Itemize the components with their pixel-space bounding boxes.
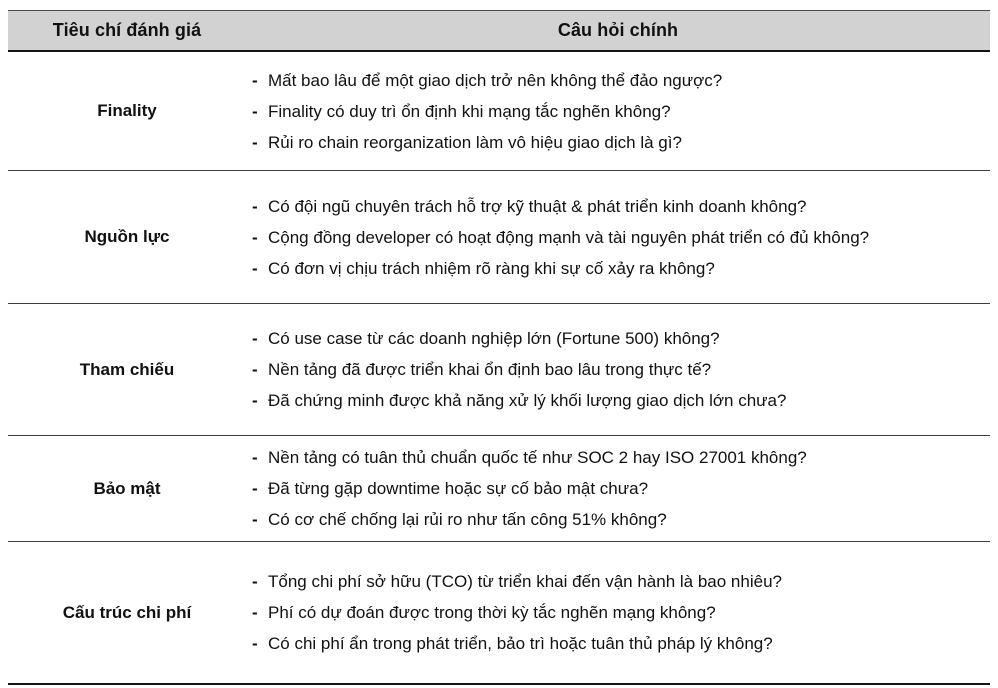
question-item xyxy=(252,504,986,535)
table-row-nguon-luc xyxy=(8,171,990,304)
question-text: Có đơn vị chịu trách nhiệm rõ ràng khi sự cố xảy ra không? xyxy=(268,258,715,278)
question-text: Rủi ro chain reorganization làm vô hiệu giao dịch là gì? xyxy=(268,132,682,152)
dash-bullet: - xyxy=(252,634,258,653)
questions-cell xyxy=(246,59,990,164)
table-row-cau-truc-chi-phi xyxy=(8,542,990,685)
dash-bullet: - xyxy=(252,132,258,152)
question-text: Phí có dự đoán được trong thời kỳ tắc nghẽn mạng không? xyxy=(268,603,716,622)
questions-cell xyxy=(246,185,990,290)
question-text: Nền tảng đã được triển khai ổn định bao lâu trong thực tế? xyxy=(268,360,712,379)
question-text: Có cơ chế chống lại rủi ro như tấn công 51% không? xyxy=(268,510,667,529)
criteria-questions-table xyxy=(8,10,990,685)
questions-cell xyxy=(246,317,990,422)
question-text: Có đội ngũ chuyên trách hỗ trợ kỹ thuật & phát triển kinh doanh không? xyxy=(268,196,807,216)
dash-bullet: - xyxy=(252,391,258,410)
header-cell-questions: Câu hỏi chính xyxy=(557,20,679,40)
criterion-label: Tham chiếu xyxy=(79,359,175,379)
dash-bullet: - xyxy=(252,101,258,121)
question-item xyxy=(252,385,986,416)
question-item xyxy=(252,65,986,96)
table-header-row xyxy=(8,10,990,52)
question-text: Có chi phí ẩn trong phát triển, bảo trì hoặc tuân thủ pháp lý không? xyxy=(268,634,773,653)
table-row-tham-chieu xyxy=(8,304,990,436)
dash-bullet: - xyxy=(252,510,258,529)
criterion-label: Nguồn lực xyxy=(84,227,170,246)
question-text: Cộng đồng developer có hoạt động mạnh và tài nguyên phát triển có đủ không? xyxy=(268,227,870,247)
question-text: Nền tảng có tuân thủ chuẩn quốc tế như SOC 2 hay ISO 27001 không? xyxy=(268,448,807,467)
header-cell-criteria: Tiêu chí đánh giá xyxy=(52,20,202,40)
dash-bullet: - xyxy=(252,329,258,348)
question-item xyxy=(252,628,986,659)
criterion-label: Cấu trúc chi phí xyxy=(62,602,192,622)
dash-bullet: - xyxy=(252,448,258,467)
question-item xyxy=(252,566,986,597)
dash-bullet: - xyxy=(252,258,258,278)
criterion-label: Bảo mật xyxy=(93,478,161,498)
question-item xyxy=(252,597,986,628)
question-text: Đã từng gặp downtime hoặc sự cố bảo mật chưa? xyxy=(268,479,649,498)
question-item xyxy=(252,354,986,385)
question-item xyxy=(252,253,986,284)
questions-cell xyxy=(246,436,990,541)
question-text: Tổng chi phí sở hữu (TCO) từ triển khai đến vận hành là bao nhiêu? xyxy=(268,572,782,591)
question-item xyxy=(252,127,986,158)
dash-bullet: - xyxy=(252,196,258,216)
question-item xyxy=(252,96,986,127)
question-text: Finality có duy trì ổn định khi mạng tắc nghẽn không? xyxy=(268,101,671,121)
question-text: Đã chứng minh được khả năng xử lý khối lượng giao dịch lớn chưa? xyxy=(268,391,787,410)
question-item xyxy=(252,473,986,504)
question-item xyxy=(252,442,986,473)
table-row-finality xyxy=(8,52,990,171)
question-item xyxy=(252,323,986,354)
questions-cell xyxy=(246,560,990,665)
table-row-bao-mat xyxy=(8,436,990,542)
question-text: Mất bao lâu để một giao dịch trở nên không thể đảo ngược? xyxy=(268,70,723,90)
question-item xyxy=(252,222,986,253)
dash-bullet: - xyxy=(252,603,258,622)
question-item xyxy=(252,191,986,222)
dash-bullet: - xyxy=(252,360,258,379)
dash-bullet: - xyxy=(252,572,258,591)
dash-bullet: - xyxy=(252,70,258,90)
criterion-label: Finality xyxy=(97,101,157,120)
question-text: Có use case từ các doanh nghiệp lớn (Fortune 500) không? xyxy=(268,329,720,348)
dash-bullet: - xyxy=(252,227,258,247)
dash-bullet: - xyxy=(252,479,258,498)
